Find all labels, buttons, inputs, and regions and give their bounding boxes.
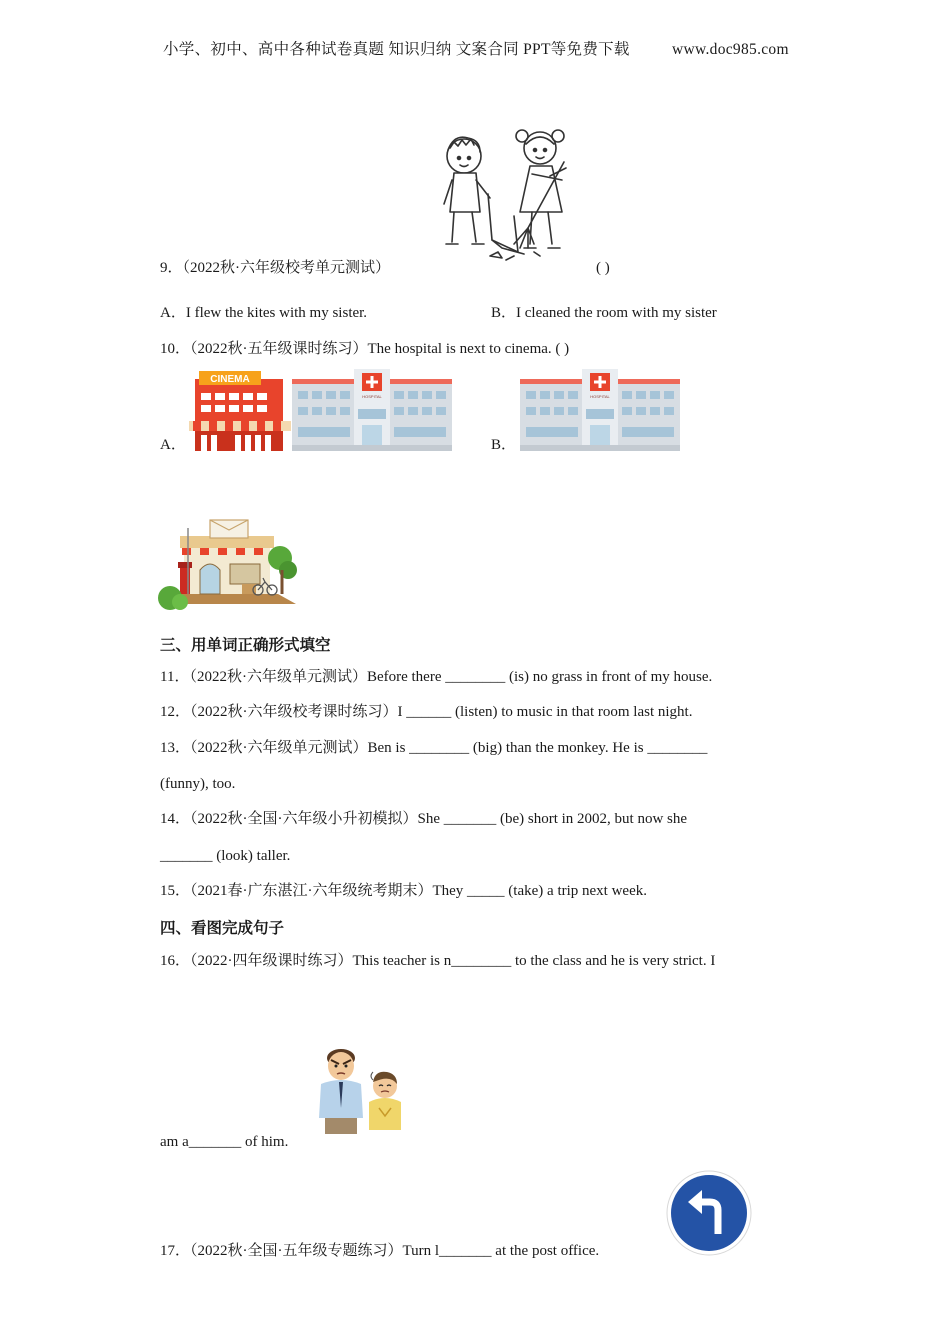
q9-option-b[interactable]: B．I cleaned the room with my sister (491, 305, 717, 321)
q10-text (160, 339, 569, 359)
turn-left-sign-icon (666, 1170, 752, 1256)
q9-answer-bracket[interactable]: ( ) (596, 260, 610, 276)
q14-line2[interactable]: _______ (look) taller. (160, 848, 291, 864)
q10-source: （2022秋·五年级课时练习） (190, 341, 368, 357)
q10-option-a-label[interactable]: A． (160, 437, 186, 453)
q16-line2[interactable]: am a_______ of him. (160, 1134, 289, 1150)
section-3-title: 三、用单词正确形式填空 (160, 636, 331, 654)
q15-line[interactable]: 15．（2021春·广东湛江·六年级统考期末）They _____ (take) a trip next week. (160, 883, 647, 899)
hospital-building-illustration-a[interactable] (292, 369, 452, 451)
cinema-building-illustration[interactable] (189, 369, 291, 451)
q13-line2[interactable]: (funny), too. (160, 776, 236, 792)
section-4-title: 四、看图完成句子 (160, 919, 285, 937)
children-cleaning-illustration (436, 120, 578, 266)
cinema-sign: CINEMA (210, 374, 250, 385)
q9-option-a[interactable]: A．I flew the kites with my sister. (160, 305, 368, 321)
header-site: www.doc985.com (672, 41, 789, 58)
q9-number: 9． (160, 260, 183, 276)
q17-line[interactable]: 17．（2022秋·全国·五年级专题练习）Turn l_______ at the post office. (160, 1243, 600, 1259)
post-office-illustration (158, 518, 298, 610)
q9-text (160, 258, 390, 278)
q10-option-b-label[interactable]: B． (491, 437, 517, 453)
q16-line1[interactable]: 16．（2022·四年级课时练习）This teacher is n________ to the class and he is very strict. I (160, 953, 716, 969)
hospital-building-illustration-b[interactable] (520, 369, 680, 451)
q14-line1[interactable]: 14．（2022秋·全国·六年级小升初模拟）She _______ (be) short in 2002, but now she (160, 811, 688, 827)
hospital-sign-b: HOSPITAL (590, 394, 610, 399)
q13-line1[interactable]: 13．（2022秋·六年级单元测试）Ben is ________ (big) than the monkey. He is ________ (160, 740, 708, 756)
q9-source: （2022秋·六年级校考单元测试） (182, 260, 391, 276)
header-banner: 小学、初中、高中各种试卷真题 知识归纳 文案合同 PPT等免费下载 (163, 41, 630, 58)
strict-teacher-illustration (317, 1046, 409, 1136)
q11-line[interactable]: 11．（2022秋·六年级单元测试）Before there ________ (is) no grass in front of my house. (160, 669, 713, 685)
q10-stem[interactable]: The hospital is next to cinema. ( ) (367, 341, 570, 357)
hospital-sign-a: HOSPITAL (362, 394, 382, 399)
q10-number: 10． (160, 341, 191, 357)
q12-line[interactable]: 12．（2022秋·六年级校考课时练习）I ______ (listen) to music in that room last night. (160, 704, 693, 720)
